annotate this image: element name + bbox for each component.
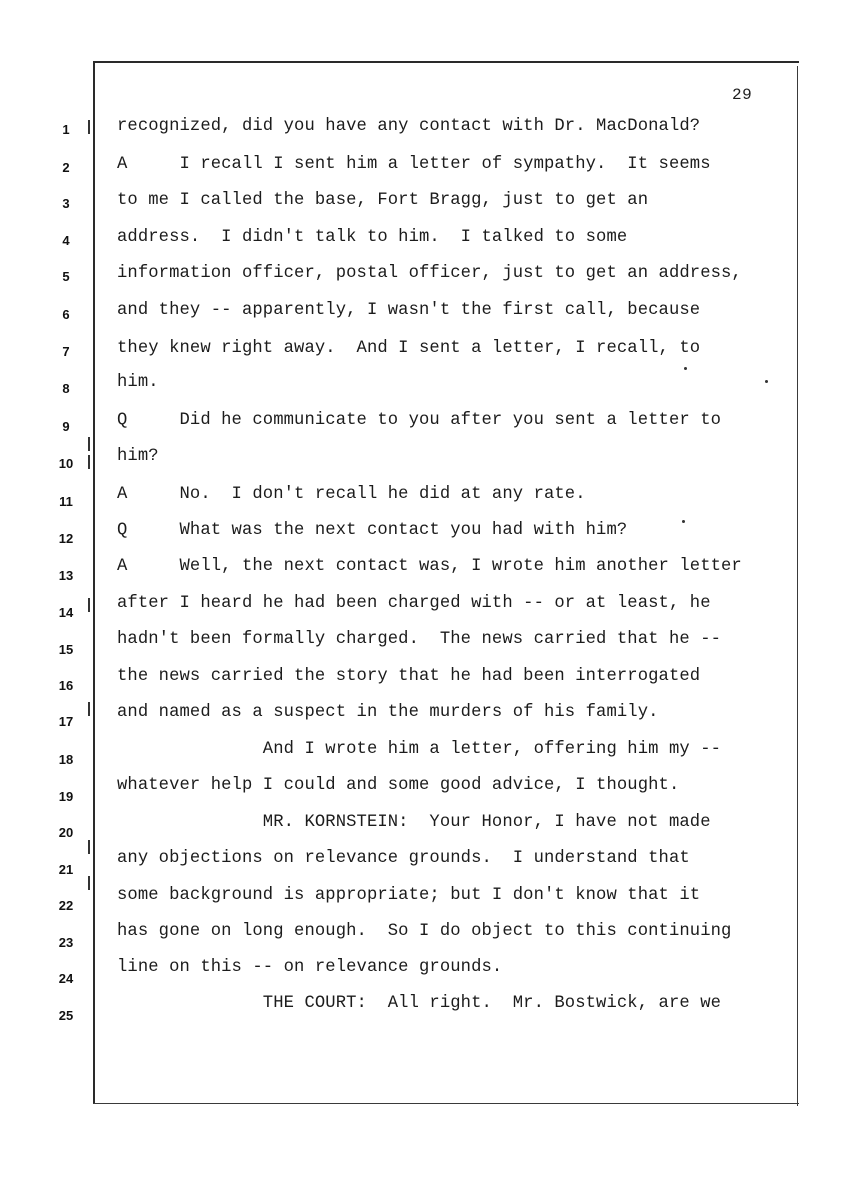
transcript-line: the news carried the story that he had been interrogated bbox=[117, 667, 701, 686]
margin-tick bbox=[88, 455, 90, 469]
transcript-line: and named as a suspect in the murders of his family. bbox=[117, 703, 659, 722]
transcript-line: and they -- apparently, I wasn't the first call, because bbox=[117, 301, 701, 320]
line-number: 5 bbox=[62, 269, 70, 284]
line-number: 21 bbox=[58, 862, 74, 877]
line-number: 18 bbox=[58, 752, 74, 767]
line-number: 8 bbox=[62, 381, 70, 396]
line-number: 4 bbox=[62, 233, 70, 248]
transcript-line: Q Did he communicate to you after you sent a letter to bbox=[117, 411, 722, 430]
line-number: 7 bbox=[62, 344, 70, 359]
page-border-bottom bbox=[93, 1103, 799, 1104]
transcript-line: they knew right away. And I sent a letter, I recall, to bbox=[117, 339, 701, 358]
transcript-line: A No. I don't recall he did at any rate. bbox=[117, 485, 586, 504]
page-border-left bbox=[93, 61, 95, 1104]
transcript-line: information officer, postal officer, just to get an address, bbox=[117, 264, 742, 283]
line-number: 10 bbox=[58, 456, 74, 471]
transcript-line: any objections on relevance grounds. I understand that bbox=[117, 849, 690, 868]
margin-tick bbox=[88, 702, 90, 716]
margin-tick bbox=[88, 840, 90, 854]
transcript-line: him. bbox=[117, 373, 159, 392]
transcript-line: And I wrote him a letter, offering him my -- bbox=[117, 740, 722, 759]
line-number: 17 bbox=[58, 714, 74, 729]
line-number: 25 bbox=[58, 1008, 74, 1023]
line-number: 15 bbox=[58, 642, 74, 657]
transcript-line: Q What was the next contact you had with him? bbox=[117, 521, 628, 540]
transcript-line: after I heard he had been charged with -- or at least, he bbox=[117, 594, 711, 613]
page-border-top bbox=[93, 61, 799, 63]
line-number: 6 bbox=[62, 307, 70, 322]
scan-speck bbox=[682, 520, 685, 523]
transcript-line: to me I called the base, Fort Bragg, just to get an bbox=[117, 191, 649, 210]
line-number: 13 bbox=[58, 568, 74, 583]
line-number: 12 bbox=[58, 531, 74, 546]
scan-speck bbox=[765, 380, 768, 383]
scan-speck bbox=[684, 367, 687, 370]
page-border-right bbox=[797, 66, 798, 1106]
page-number: 29 bbox=[732, 86, 753, 104]
margin-tick bbox=[88, 437, 90, 451]
transcript-line: address. I didn't talk to him. I talked to some bbox=[117, 228, 628, 247]
line-number: 16 bbox=[58, 678, 74, 693]
line-number: 23 bbox=[58, 935, 74, 950]
line-number: 3 bbox=[62, 196, 70, 211]
line-number: 11 bbox=[59, 494, 73, 509]
transcript-line: recognized, did you have any contact with Dr. MacDonald? bbox=[117, 117, 701, 136]
line-number: 14 bbox=[58, 605, 74, 620]
line-number: 9 bbox=[62, 419, 70, 434]
line-number: 1 bbox=[62, 122, 70, 137]
line-number: 2 bbox=[62, 160, 70, 175]
line-number: 19 bbox=[58, 789, 74, 804]
transcript-line: A I recall I sent him a letter of sympathy. It seems bbox=[117, 155, 711, 174]
transcript-line: line on this -- on relevance grounds. bbox=[117, 958, 503, 977]
transcript-line: some background is appropriate; but I don't know that it bbox=[117, 886, 701, 905]
transcript-line: A Well, the next contact was, I wrote him another letter bbox=[117, 557, 742, 576]
margin-tick bbox=[88, 876, 90, 890]
transcript-line: hadn't been formally charged. The news carried that he -- bbox=[117, 630, 722, 649]
line-number: 20 bbox=[58, 825, 74, 840]
transcript-line: whatever help I could and some good advice, I thought. bbox=[117, 776, 680, 795]
line-number: 22 bbox=[58, 898, 74, 913]
line-number: 24 bbox=[58, 971, 74, 986]
margin-tick bbox=[88, 598, 90, 612]
transcript-line: THE COURT: All right. Mr. Bostwick, are we bbox=[117, 994, 722, 1013]
transcript-line: him? bbox=[117, 447, 159, 466]
transcript-line: has gone on long enough. So I do object to this continuing bbox=[117, 922, 732, 941]
transcript-line: MR. KORNSTEIN: Your Honor, I have not made bbox=[117, 813, 711, 832]
margin-tick bbox=[88, 120, 90, 134]
